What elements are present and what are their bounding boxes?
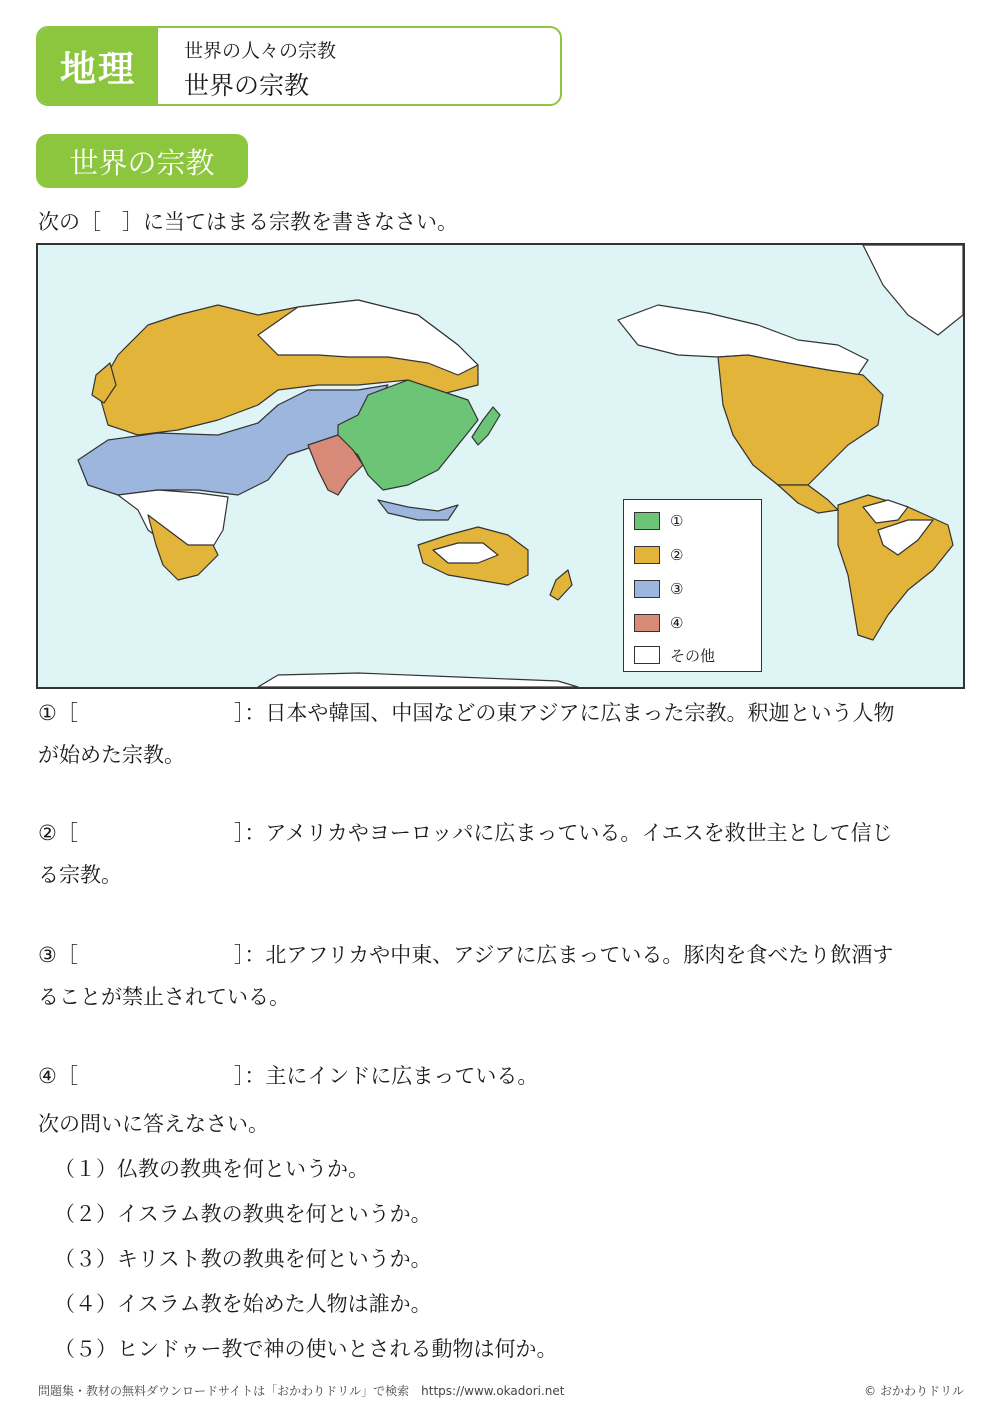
north-america-shape xyxy=(718,355,883,485)
question-2: （２）イスラム教の教典を何というか。 xyxy=(54,1202,432,1226)
worksheet-header xyxy=(36,26,562,106)
legend-item-1 xyxy=(634,510,683,532)
page-title: 世界の宗教 xyxy=(184,71,310,100)
antarctica-shape xyxy=(258,673,578,687)
central-america-shape xyxy=(778,485,838,513)
question-text-cont: ることが禁止されている。 xyxy=(38,985,290,1009)
legend-label: ④ xyxy=(670,614,684,632)
legend-label: ① xyxy=(670,512,684,530)
legend-swatch xyxy=(634,580,660,598)
legend-label: その他 xyxy=(670,646,716,665)
legend-label: ② xyxy=(670,546,684,564)
question-number: ①［ xyxy=(38,701,78,725)
world-religion-map xyxy=(36,243,965,689)
legend-item-4 xyxy=(634,612,683,634)
unit-label: 世界の人々の宗教 xyxy=(184,40,337,62)
question-4: （４）イスラム教を始めた人物は誰か。 xyxy=(54,1292,432,1316)
legend-item-2 xyxy=(634,544,683,566)
fill-question-4 xyxy=(38,1055,968,1097)
question-text: ：北アフリカや中東、アジアに広まっている。豚肉を食べたり飲酒す xyxy=(244,943,894,967)
question-text-cont: る宗教。 xyxy=(38,863,122,887)
question-text: ：主にインドに広まっている。 xyxy=(244,1064,539,1088)
legend-swatch xyxy=(634,646,660,664)
instruction-fill: 次の［ ］に当てはまる宗教を書きなさい。 xyxy=(38,210,458,234)
bracket-close: ］ xyxy=(233,701,245,725)
legend-swatch xyxy=(634,512,660,530)
fill-question-3 xyxy=(38,934,968,1018)
question-text: ：日本や韓国、中国などの東アジアに広まった宗教。釈迦という人物 xyxy=(244,701,895,725)
question-1: （１）仏教の教典を何というか。 xyxy=(54,1157,369,1181)
question-3: （３）キリスト教の教典を何というか。 xyxy=(54,1247,432,1271)
question-number: ②［ xyxy=(38,821,78,845)
footer-site-link[interactable]: 問題集・教材の無料ダウンロードサイトは「おかわりドリル」で検索 https://www.okadori.net xyxy=(38,1384,565,1398)
instruction-answer: 次の問いに答えなさい。 xyxy=(38,1112,269,1136)
section-title: 世界の宗教 xyxy=(36,134,248,188)
map-legend xyxy=(623,499,762,672)
legend-swatch xyxy=(634,546,660,564)
legend-label: ③ xyxy=(670,580,684,598)
map-svg xyxy=(38,245,963,687)
question-number: ③［ xyxy=(38,943,78,967)
subject-label: 地理 xyxy=(38,28,158,104)
legend-item-other xyxy=(634,644,715,666)
question-text-cont: が始めた宗教。 xyxy=(38,743,185,767)
bracket-close: ］ xyxy=(233,943,245,967)
greenland-shape xyxy=(863,245,963,335)
bracket-close: ］ xyxy=(233,1064,245,1088)
japan-shape xyxy=(472,407,500,445)
fill-question-2 xyxy=(38,812,968,896)
question-number: ④［ xyxy=(38,1064,78,1088)
indonesia-shape xyxy=(378,500,458,520)
fill-question-1 xyxy=(38,692,968,776)
bracket-close: ］ xyxy=(233,821,245,845)
question-text: ：アメリカやヨーロッパに広まっている。イエスを救世主として信じ xyxy=(244,821,893,845)
legend-swatch xyxy=(634,614,660,632)
legend-item-3 xyxy=(634,578,683,600)
nz-shape xyxy=(550,570,572,600)
question-5: （５）ヒンドゥー教で神の使いとされる動物は何か。 xyxy=(54,1337,558,1361)
footer-copyright: © おかわりドリル xyxy=(864,1384,964,1398)
